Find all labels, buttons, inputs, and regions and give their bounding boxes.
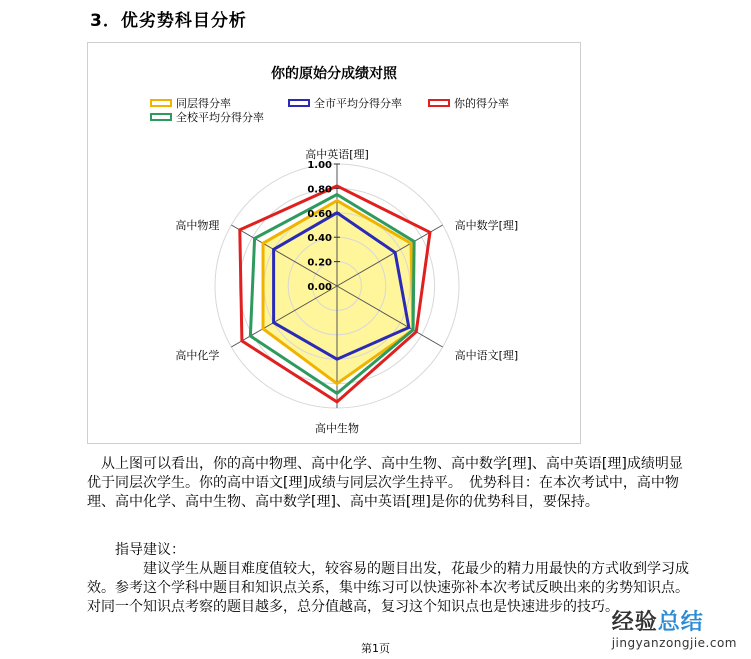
legend-label-city: 全市平均分得分率: [314, 97, 402, 110]
advice-block: [87, 541, 689, 617]
watermark-title-part1: 经验: [611, 610, 658, 635]
watermark-url: jingyanzongjie.com: [611, 636, 737, 650]
legend-label-school: 全校平均分得分率: [176, 111, 264, 124]
legend-label-you: 你的得分率: [454, 97, 509, 110]
axis-label-5: 高中物理: [175, 219, 220, 232]
radar-plot: [88, 43, 582, 445]
advice-body: 建议学生从题目难度值较大，较容易的题目出发，花最少的精力用最快的方式收到学习成效。参考这个学科中题目和知识点关系，集中练习可以快速弥补本次考试反映出来的劣势知识点。对同一个知识点考察的题目越多，总分值越高，复习这个知识点也是快速进步的技巧。: [87, 561, 689, 615]
axis-label-0: 高中英语[理]: [305, 148, 369, 161]
axis-label-2: 高中语文[理]: [454, 349, 519, 362]
axis-label-4: 高中化学: [175, 349, 220, 362]
watermark-title: [612, 605, 737, 636]
r-tick-label-0: 1.00: [307, 160, 332, 171]
axis-label-1: 高中数学[理]: [454, 219, 519, 232]
r-tick-label-4: 0.20: [307, 257, 332, 269]
chart-title: 你的原始分成绩对照: [271, 66, 397, 82]
r-tick-label-3: 0.40: [307, 233, 332, 245]
page-number: 第1页: [361, 642, 390, 655]
section-heading: 3．优劣势科目分析: [90, 11, 247, 31]
site-watermark: [612, 605, 737, 650]
analysis-paragraph: 从上图可以看出，你的高中物理、高中化学、高中生物、高中数学[理]、高中英语[理]成绩明显优于同层次学生。你的高中语文[理]成绩与同层次学生持平。 优势科目：在本次考试中，高中物理、高中化学、高中生物、高中数学[理]、高中英语[理]是你的优势科目，要保持。: [87, 456, 683, 510]
legend-label-peer: 同层得分率: [176, 97, 231, 110]
radar-chart: [87, 42, 581, 444]
watermark-title-part2: 总结: [657, 610, 704, 635]
r-tick-label-5: 0.00: [307, 282, 332, 293]
advice-heading: 指导建议：: [115, 542, 185, 558]
r-tick-label-2: 0.60: [307, 208, 332, 220]
r-tick-label-1: 0.80: [307, 184, 332, 196]
axis-label-3: 高中生物: [315, 422, 359, 435]
